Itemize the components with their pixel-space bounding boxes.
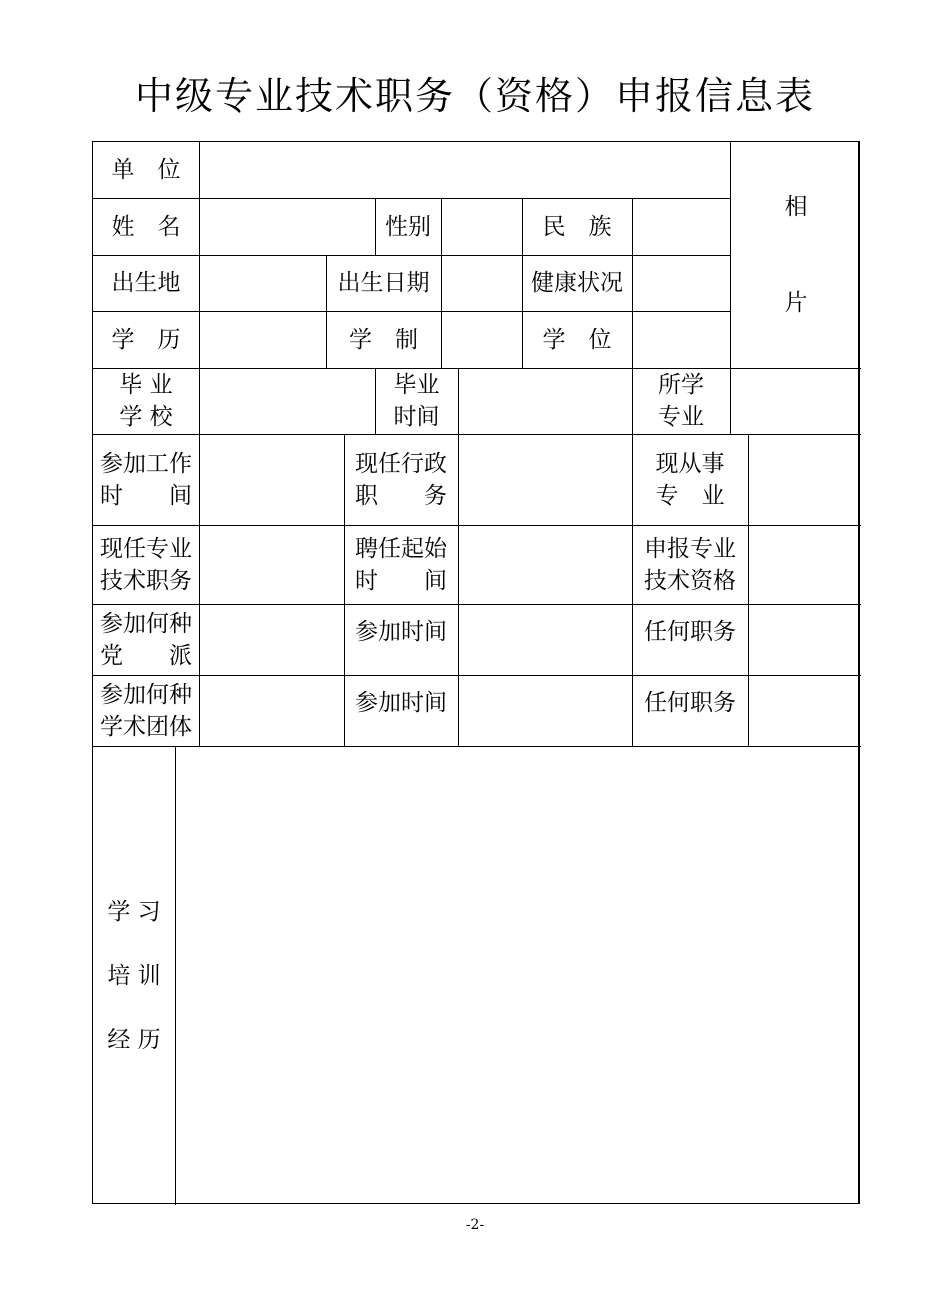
label-grad-school-line2: 学 校 bbox=[119, 404, 173, 430]
input-current-tech[interactable] bbox=[200, 525, 344, 604]
label-work-start-line2: 时 间 bbox=[100, 482, 192, 509]
label-admin-post-line2: 职 务 bbox=[355, 482, 447, 509]
label-name: 姓 名 bbox=[111, 213, 181, 240]
label-grad-time-line2: 时间 bbox=[393, 404, 440, 430]
label-appoint-time-line1: 聘任起始 bbox=[355, 535, 447, 562]
label-work-start bbox=[93, 434, 199, 525]
input-grad-time[interactable] bbox=[459, 368, 632, 434]
label-admin-post-line1: 现任行政 bbox=[355, 450, 447, 477]
label-apply-qual-line2: 技术资格 bbox=[644, 567, 736, 594]
label-unit: 单 位 bbox=[111, 157, 181, 183]
label-join-time: 参加时间 bbox=[355, 619, 447, 645]
input-name[interactable] bbox=[200, 198, 375, 255]
label-major-line2: 专业 bbox=[658, 404, 704, 430]
input-unit[interactable] bbox=[200, 142, 730, 198]
label-apply-qual bbox=[632, 525, 748, 604]
input-academic[interactable] bbox=[200, 675, 344, 746]
label-major-line1: 所学 bbox=[658, 372, 704, 398]
input-join-time[interactable] bbox=[459, 604, 632, 675]
input-birthdate[interactable] bbox=[441, 255, 522, 311]
label-grad-school bbox=[93, 368, 199, 434]
label-birthdate: 出生日期 bbox=[337, 270, 430, 296]
input-join-time-2[interactable] bbox=[459, 675, 632, 746]
input-appoint-time[interactable] bbox=[459, 525, 632, 604]
input-grad-school[interactable] bbox=[200, 368, 375, 434]
label-join-time-2: 参加时间 bbox=[355, 690, 447, 716]
label-admin-post bbox=[344, 434, 458, 525]
form-table bbox=[92, 141, 860, 1204]
label-education: 学 历 bbox=[111, 326, 181, 353]
label-work-start-line1: 参加工作 bbox=[100, 450, 192, 477]
label-post-held-2: 任何职务 bbox=[644, 690, 736, 716]
label-gender: 性别 bbox=[385, 213, 431, 240]
input-gender[interactable] bbox=[441, 198, 522, 255]
input-degree[interactable] bbox=[632, 311, 730, 368]
label-current-field-line1: 现从事 bbox=[655, 450, 725, 477]
label-grad-time bbox=[375, 368, 458, 434]
page-number: -2- bbox=[465, 1217, 485, 1233]
label-training-line3: 经 历 bbox=[107, 1026, 161, 1053]
input-health[interactable] bbox=[632, 255, 730, 311]
input-ethnicity[interactable] bbox=[632, 198, 730, 255]
label-ethnicity: 民 族 bbox=[542, 213, 612, 240]
label-training-line1: 学 习 bbox=[107, 898, 161, 925]
input-school-length[interactable] bbox=[441, 311, 522, 368]
label-training-line2: 培 训 bbox=[107, 962, 161, 989]
label-current-field bbox=[632, 434, 748, 525]
label-academic-line1: 参加何种 bbox=[100, 681, 192, 708]
photo-label-top: 相 bbox=[784, 194, 808, 220]
input-current-field[interactable] bbox=[749, 434, 861, 525]
label-major bbox=[632, 368, 730, 434]
page-title: 中级专业技术职务（资格）申报信息表 bbox=[134, 74, 815, 118]
label-training bbox=[93, 746, 175, 1205]
label-appoint-time-line2: 时 间 bbox=[355, 567, 447, 594]
input-admin-post[interactable] bbox=[459, 434, 632, 525]
input-training[interactable] bbox=[176, 746, 861, 1205]
label-appoint-time bbox=[344, 525, 458, 604]
input-post-held-2[interactable] bbox=[749, 675, 861, 746]
input-apply-qual[interactable] bbox=[749, 525, 861, 604]
input-post-held[interactable] bbox=[749, 604, 861, 675]
label-degree: 学 位 bbox=[542, 326, 612, 353]
label-current-tech-line2: 技术职务 bbox=[100, 567, 192, 594]
label-post-held: 任何职务 bbox=[644, 619, 736, 645]
label-apply-qual-line1: 申报专业 bbox=[644, 535, 736, 562]
input-major[interactable] bbox=[731, 368, 861, 434]
label-health: 健康状况 bbox=[531, 270, 623, 296]
label-birthplace: 出生地 bbox=[111, 270, 181, 296]
input-birthplace[interactable] bbox=[200, 255, 326, 311]
label-current-field-line2: 专 业 bbox=[655, 482, 725, 509]
input-education[interactable] bbox=[200, 311, 326, 368]
photo-label-bottom: 片 bbox=[784, 290, 808, 316]
label-party bbox=[93, 604, 199, 675]
label-academic-line2: 学术团体 bbox=[100, 713, 192, 740]
label-grad-time-line1: 毕业 bbox=[393, 372, 440, 398]
label-current-tech bbox=[93, 525, 199, 604]
label-party-line1: 参加何种 bbox=[100, 610, 192, 637]
label-party-line2: 党 派 bbox=[100, 642, 192, 669]
label-current-tech-line1: 现任专业 bbox=[100, 535, 192, 562]
label-academic bbox=[93, 675, 199, 746]
input-work-start[interactable] bbox=[200, 434, 344, 525]
input-party[interactable] bbox=[200, 604, 344, 675]
label-grad-school-line1: 毕 业 bbox=[119, 372, 173, 398]
photo-box[interactable] bbox=[731, 142, 861, 368]
label-school-length: 学 制 bbox=[349, 326, 418, 353]
